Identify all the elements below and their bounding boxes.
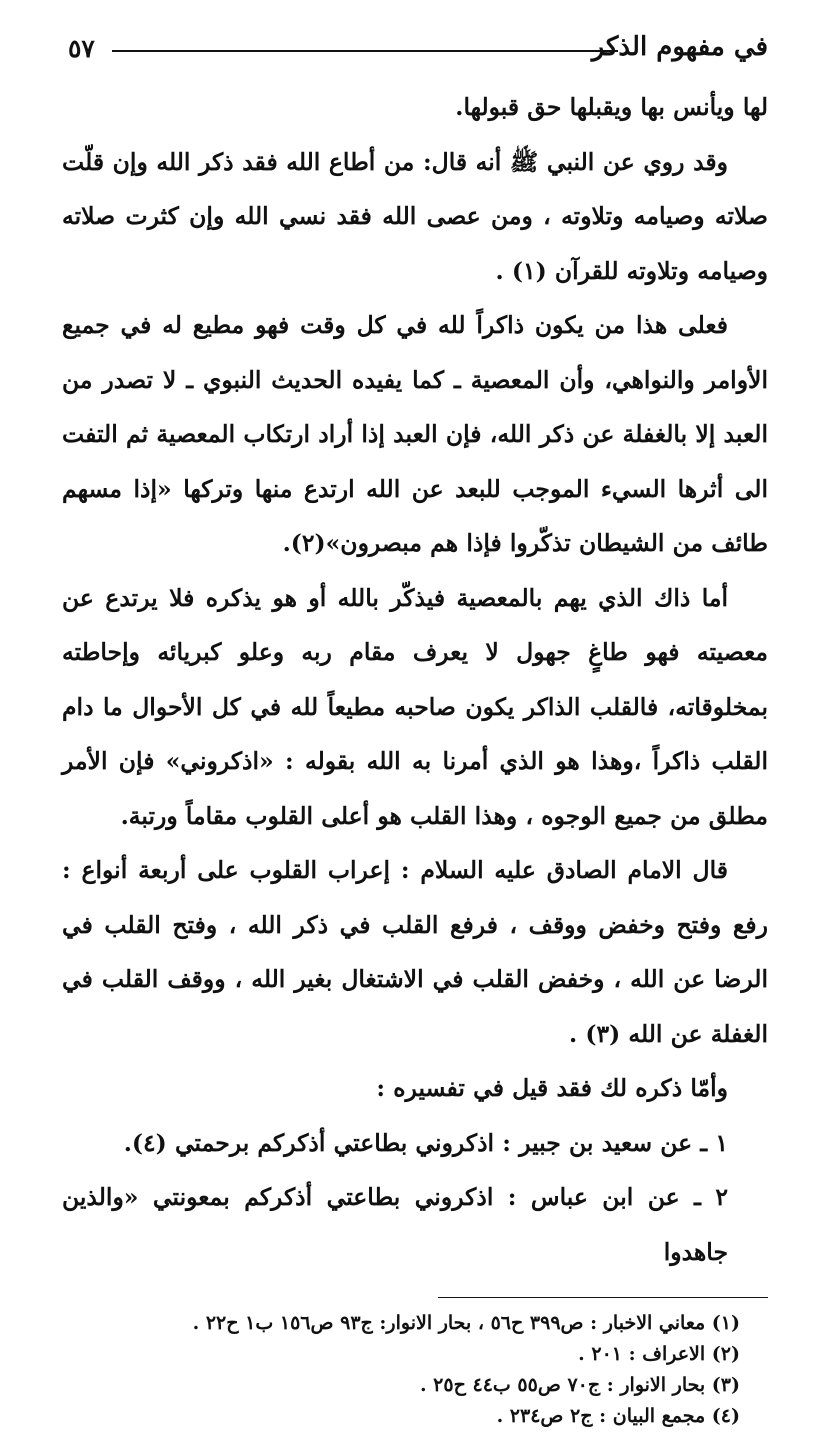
footnote-1: (١) معاني الاخبار : ص٣٩٩ ح٥٦ ، بحار الانوار: ج٩٣ ص١٥٦ ب١ ح٢٢ .: [192, 1312, 740, 1334]
footnote-4: (٤) مجمع البيان : ج٢ ص٢٣٤ .: [496, 1405, 740, 1427]
list-item-1: ١ ـ عن سعيد بن جبير : اذكروني بطاعتي أذكركم برحمتي (٤).: [123, 1128, 728, 1157]
paragraph-hadith: وقد روي عن النبي ﷺ أنه قال: من أطاع الله فقد ذكر الله وإن قلّت صلاته وصيامه وتلاوته ، ومن عصى الله فقد نسي الله وإن كثرت صلاته وصيامه وتلاوته للقرآن (١) .: [62, 147, 768, 285]
page-body: [62, 80, 768, 1279]
paragraph-imam-quote: قال الامام الصادق عليه السلام : إعراب القلوب على أربعة أنواع : رفع وفتح وخفض ووقف ، فرفع القلب في ذكر الله ، وفتح القلب في الرضا عن الله ، وخفض القلب في الاشتغال بغير الله ، ووقف القلب في الغفلة عن الله (٣) .: [62, 856, 768, 1048]
page-number: ٥٧: [68, 34, 95, 63]
header-rule: [112, 50, 618, 52]
footnote-2: (٢) الاعراف : ٢٠١ .: [578, 1343, 740, 1365]
paragraph-sinner: أما ذاك الذي يهم بالمعصية فيذكّر بالله أو هو يذكره فلا يرتدع عن معصيته فهو طاغٍ جهول لا يعرف مقام ربه وعلو كبريائه وإحاطته بمخلوقاته، فالقلب الذاكر يكون صاحبه مطيعاً لله في كل الأحوال ما دام القلب ذاكراً ،وهذا هو الذي أمرنا به الله بقوله : «اذكروني» فإن الأمر مطلق من جميع الوجوه ، وهذا القلب هو أعلى القلوب مقاماً ورتبة.: [62, 583, 768, 830]
footnote-3: (٣) بحار الانوار : ج٧٠ ص٥٥ ب٤٤ ح٢٥ .: [419, 1374, 740, 1396]
page-header: [62, 28, 768, 80]
book-page: [62, 28, 768, 1432]
footnotes: [62, 1308, 768, 1432]
paragraph-continuation: لها ويأنس بها ويقبلها حق قبولها.: [455, 93, 768, 121]
paragraph-tafsir-intro: وأمّا ذكره لك فقد قيل في تفسيره :: [376, 1074, 728, 1102]
list-item-2: ٢ ـ عن ابن عباس : اذكروني بطاعتي أذكركم بمعونتي «والذين جاهدوا: [62, 1183, 728, 1266]
running-title: في مفهوم الذكر: [591, 32, 768, 62]
paragraph-remembrance: فعلى هذا من يكون ذاكراً لله في كل وقت فهو مطيع له في جميع الأوامر والنواهي، وأن المعصية ـ كما يفيده الحديث النبوي ـ لا تصدر من العبد إلا بالغفلة عن ذكر الله، فإن العبد إذا أراد ارتكاب المعصية ثم التفت الى أثرها السيء الموجب للبعد عن الله ارتدع منها وتركها «إذا مسهم طائف من الشيطان تذكّروا فإذا هم مبصرون»(٢).: [62, 311, 768, 557]
footnote-separator: [438, 1297, 768, 1298]
